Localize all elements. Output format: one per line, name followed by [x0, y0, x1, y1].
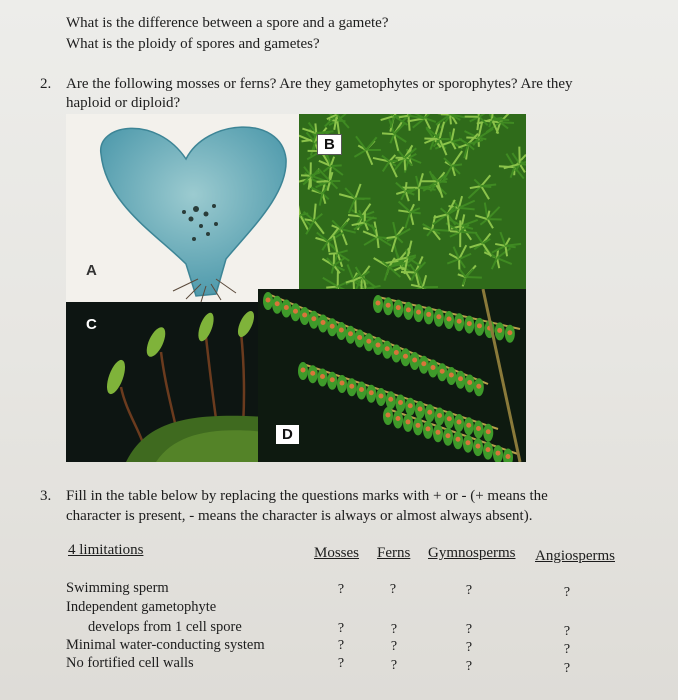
cell-one-cell-spore-angiosperms[interactable]: ?	[563, 624, 571, 639]
cell-fortified-walls-mosses[interactable]: ?	[337, 656, 345, 671]
photo-c-moss-sporophytes	[66, 302, 266, 462]
row-label-swimming-sperm: Swimming sperm	[66, 580, 169, 596]
photo-b-moss	[299, 114, 526, 289]
photo-a-gametophyte	[66, 114, 299, 302]
photo-label-d: D	[276, 425, 299, 444]
cell-swimming-sperm-mosses[interactable]: ?	[337, 582, 345, 597]
cell-swimming-sperm-angiosperms[interactable]: ?	[563, 585, 571, 600]
cell-swimming-sperm-gymnosperms[interactable]: ?	[465, 583, 473, 598]
intro-question-1: What is the difference between a spore and a gamete?	[66, 15, 389, 31]
row-label-water-conducting: Minimal water-conducting system	[66, 637, 265, 653]
photo-label-a: A	[86, 262, 97, 279]
col-gymnosperms: Gymnosperms	[428, 545, 516, 561]
intro-question-2: What is the ploidy of spores and gametes?	[66, 36, 320, 52]
col-angiosperms: Angiosperms	[535, 548, 615, 564]
photo-label-c: C	[86, 316, 97, 333]
cell-fortified-walls-ferns[interactable]: ?	[390, 658, 398, 673]
q2-text-line1: Are the following mosses or ferns? Are they gametophytes or sporophytes? Are they	[66, 76, 573, 92]
col-mosses: Mosses	[314, 545, 360, 561]
col-ferns: Ferns	[377, 545, 411, 561]
q3-text-line2: character is present, - means the character is always or almost always absent).	[66, 508, 533, 524]
cell-swimming-sperm-ferns[interactable]: ?	[389, 582, 397, 597]
q3-number: 3.	[40, 488, 52, 504]
cell-one-cell-spore-gymnosperms[interactable]: ?	[465, 622, 473, 637]
photo-d-fern	[258, 289, 526, 462]
row-label-fortified-walls: No fortified cell walls	[66, 655, 194, 671]
row-label-independent-gametophyte: Independent gametophyte	[66, 599, 217, 615]
cell-fortified-walls-gymnosperms[interactable]: ?	[465, 659, 473, 674]
table-section-header: 4 limitations	[68, 542, 144, 558]
cell-water-conducting-gymnosperms[interactable]: ?	[465, 640, 473, 655]
cell-water-conducting-mosses[interactable]: ?	[337, 638, 345, 653]
photo-label-b: B	[317, 134, 342, 155]
cell-water-conducting-angiosperms[interactable]: ?	[563, 642, 571, 657]
q2-text-line2: haploid or diploid?	[66, 95, 181, 111]
q2-number: 2.	[40, 76, 52, 92]
cell-one-cell-spore-mosses[interactable]: ?	[337, 621, 345, 636]
row-label-one-cell-spore: develops from 1 cell spore	[88, 619, 242, 635]
cell-fortified-walls-angiosperms[interactable]: ?	[563, 661, 571, 676]
cell-water-conducting-ferns[interactable]: ?	[390, 639, 398, 654]
cell-one-cell-spore-ferns[interactable]: ?	[390, 622, 398, 637]
q3-text-line1: Fill in the table below by replacing the questions marks with + or - (+ means the	[66, 488, 548, 504]
